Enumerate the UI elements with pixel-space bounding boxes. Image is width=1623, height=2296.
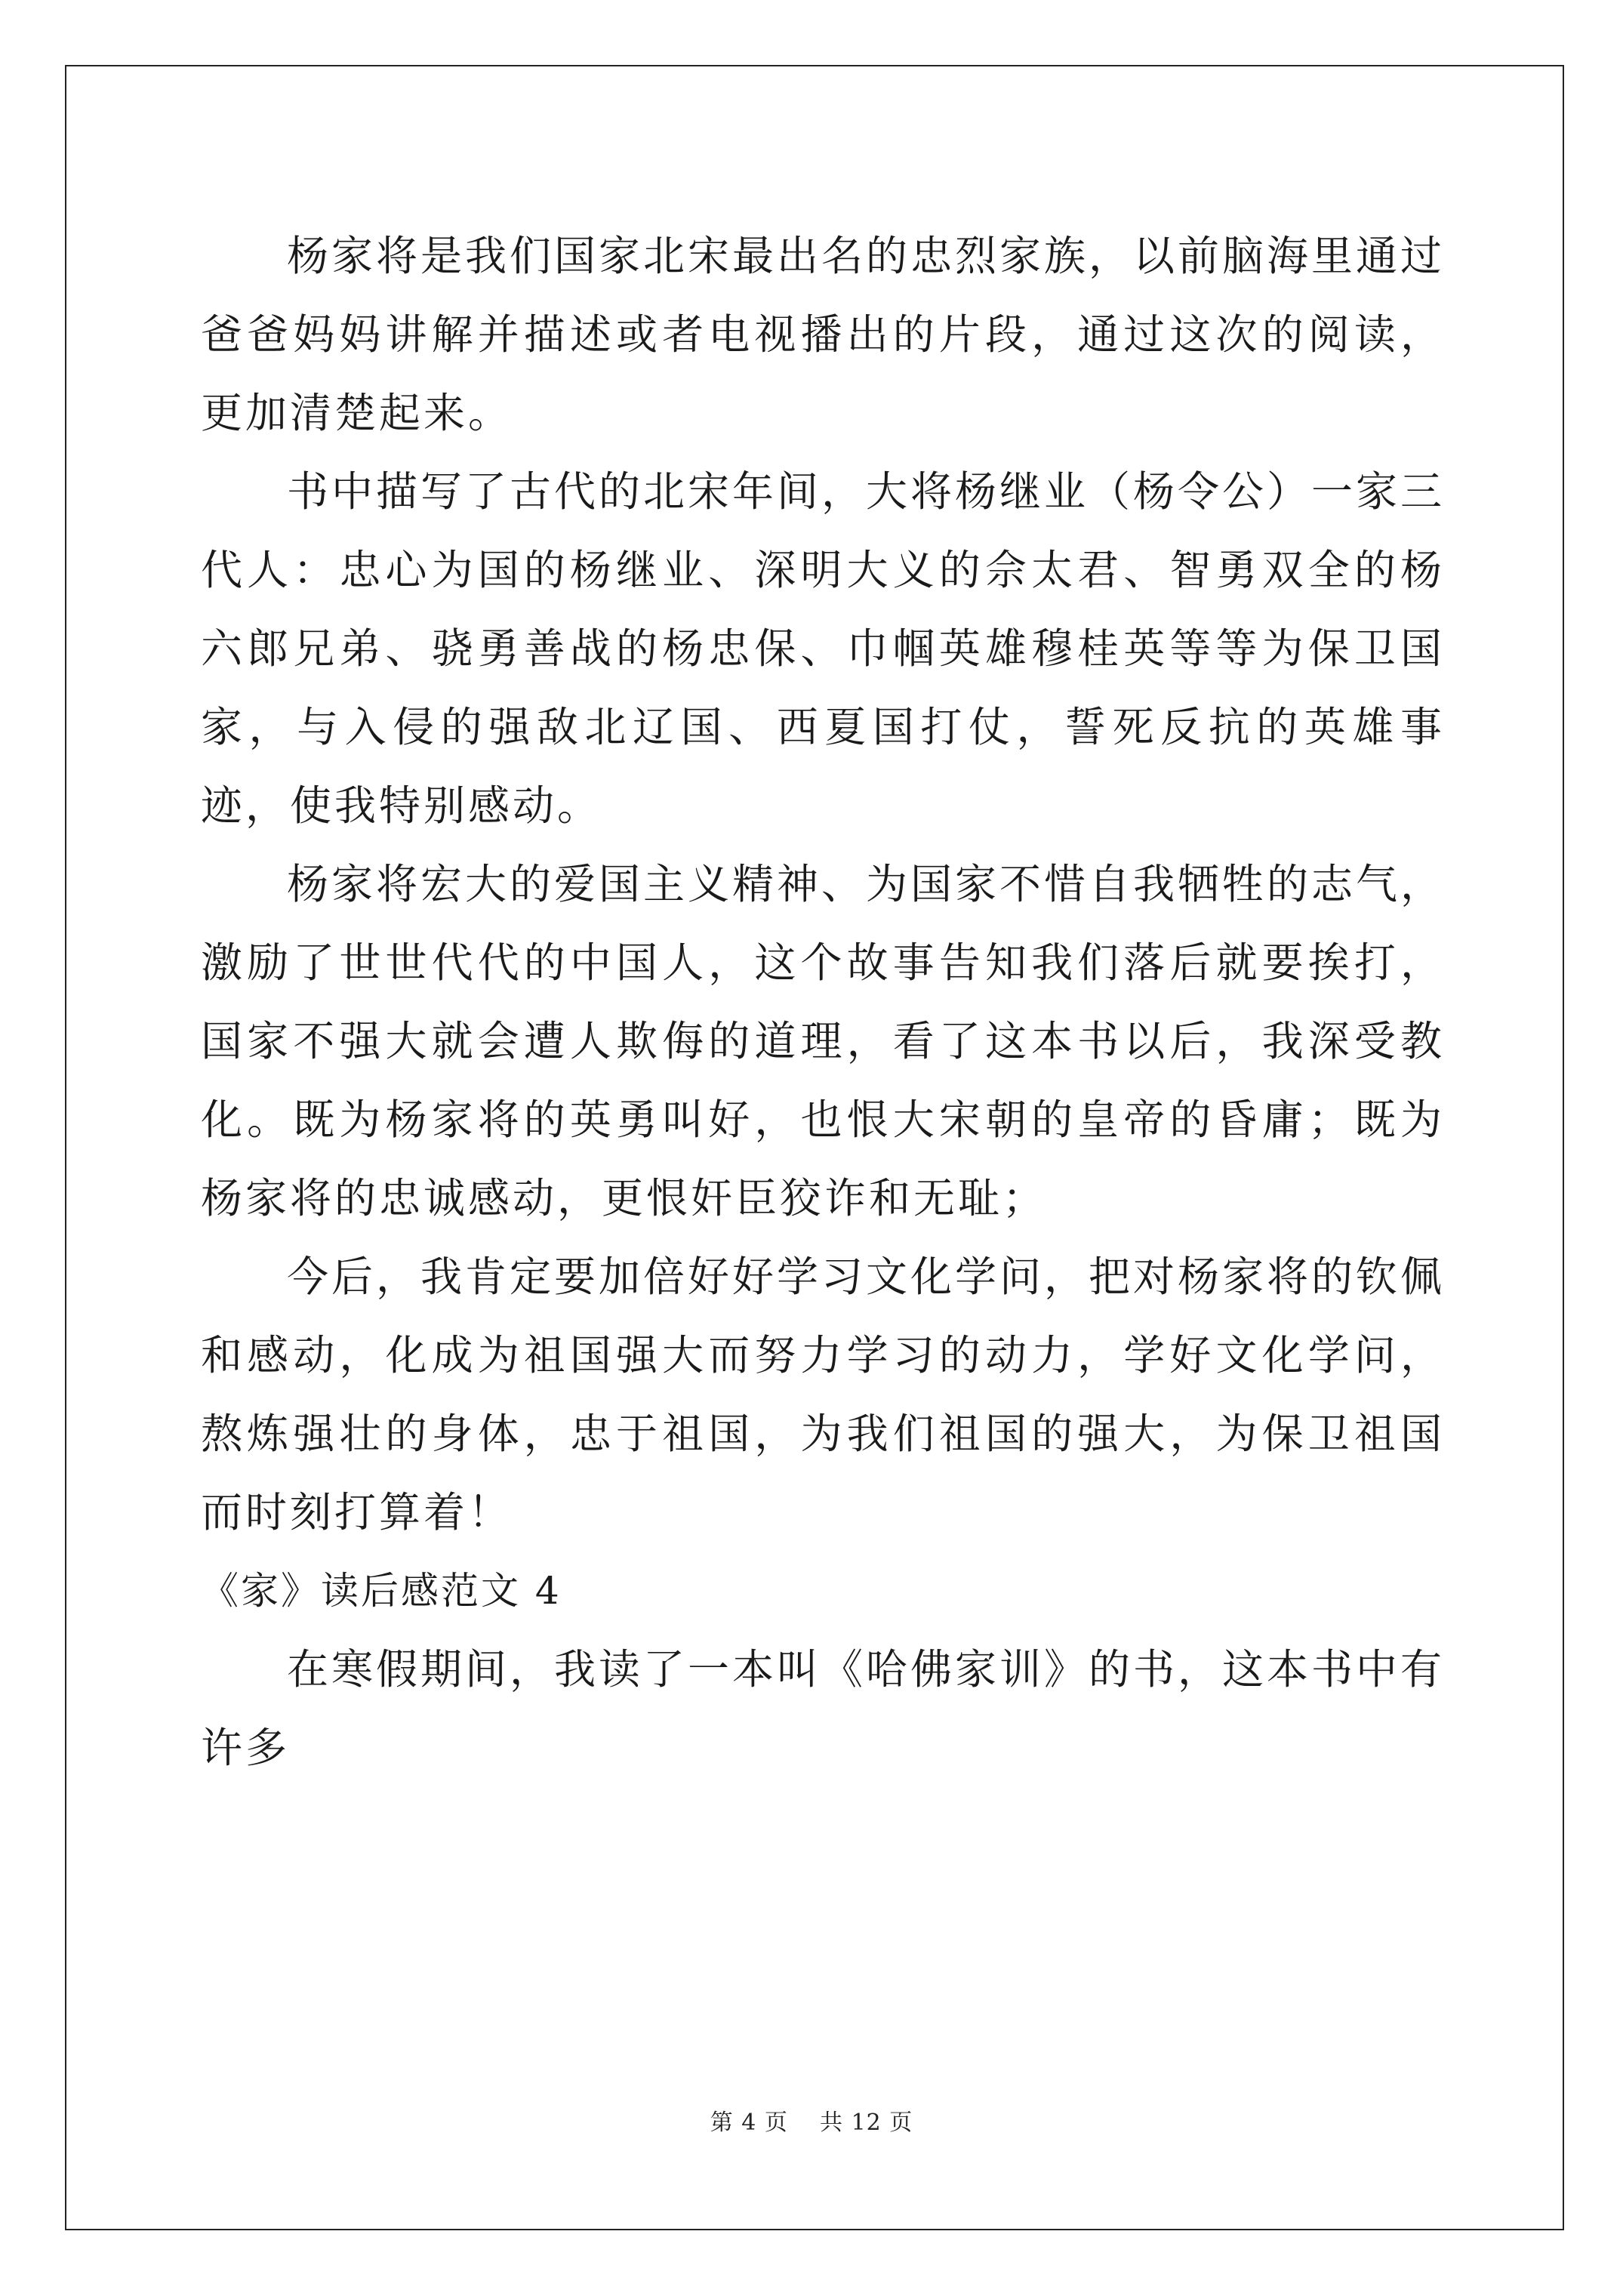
paragraph-2: 书中描写了古代的北宋年间，大将杨继业（杨令公）一家三代人：忠心为国的杨继业、深明大义的佘太君、智勇双全的杨六郎兄弟、骁勇善战的杨忠保、巾帼英雄穆桂英等等为保卫国家，与入侵的强敌北辽国、西夏国打仗，誓死反抗的英雄事迹，使我特别感动。	[201, 467, 1446, 830]
paragraph-1: 杨家将是我们国家北宋最出名的忠烈家族，以前脑海里通过爸爸妈妈讲解并描述或者电视播出的片段，通过这次的阅读，更加清楚起来。	[201, 232, 1446, 437]
page-footer	[0, 2103, 1623, 2137]
section-paragraph: 在寒假期间，我读了一本叫《哈佛家训》的书，这本书中有许多	[201, 1645, 1446, 1772]
page-number: 第 4 页	[710, 2110, 788, 2136]
paragraph-3: 杨家将宏大的爱国主义精神、为国家不惜自我牺牲的志气，激励了世世代代的中国人，这个故事告知我们落后就要挨打，国家不强大就会遭人欺侮的道理，看了这本书以后，我深受教化。既为杨家将的英勇叫好，也恨大宋朝的皇帝的昏庸；既为杨家将的忠诚感动，更恨奸臣狡诈和无耻；	[201, 860, 1446, 1222]
page-total: 共 12 页	[820, 2110, 913, 2136]
section-heading: 《家》读后感范文 4	[201, 1569, 562, 1613]
paragraph-4: 今后，我肯定要加倍好好学习文化学问，把对杨家将的钦佩和感动，化成为祖国强大而努力学习的动力，学好文化学问，熬炼强壮的身体，忠于祖国，为我们祖国的强大，为保卫祖国而时刻打算着！	[201, 1253, 1446, 1536]
document-body	[201, 217, 1445, 1787]
